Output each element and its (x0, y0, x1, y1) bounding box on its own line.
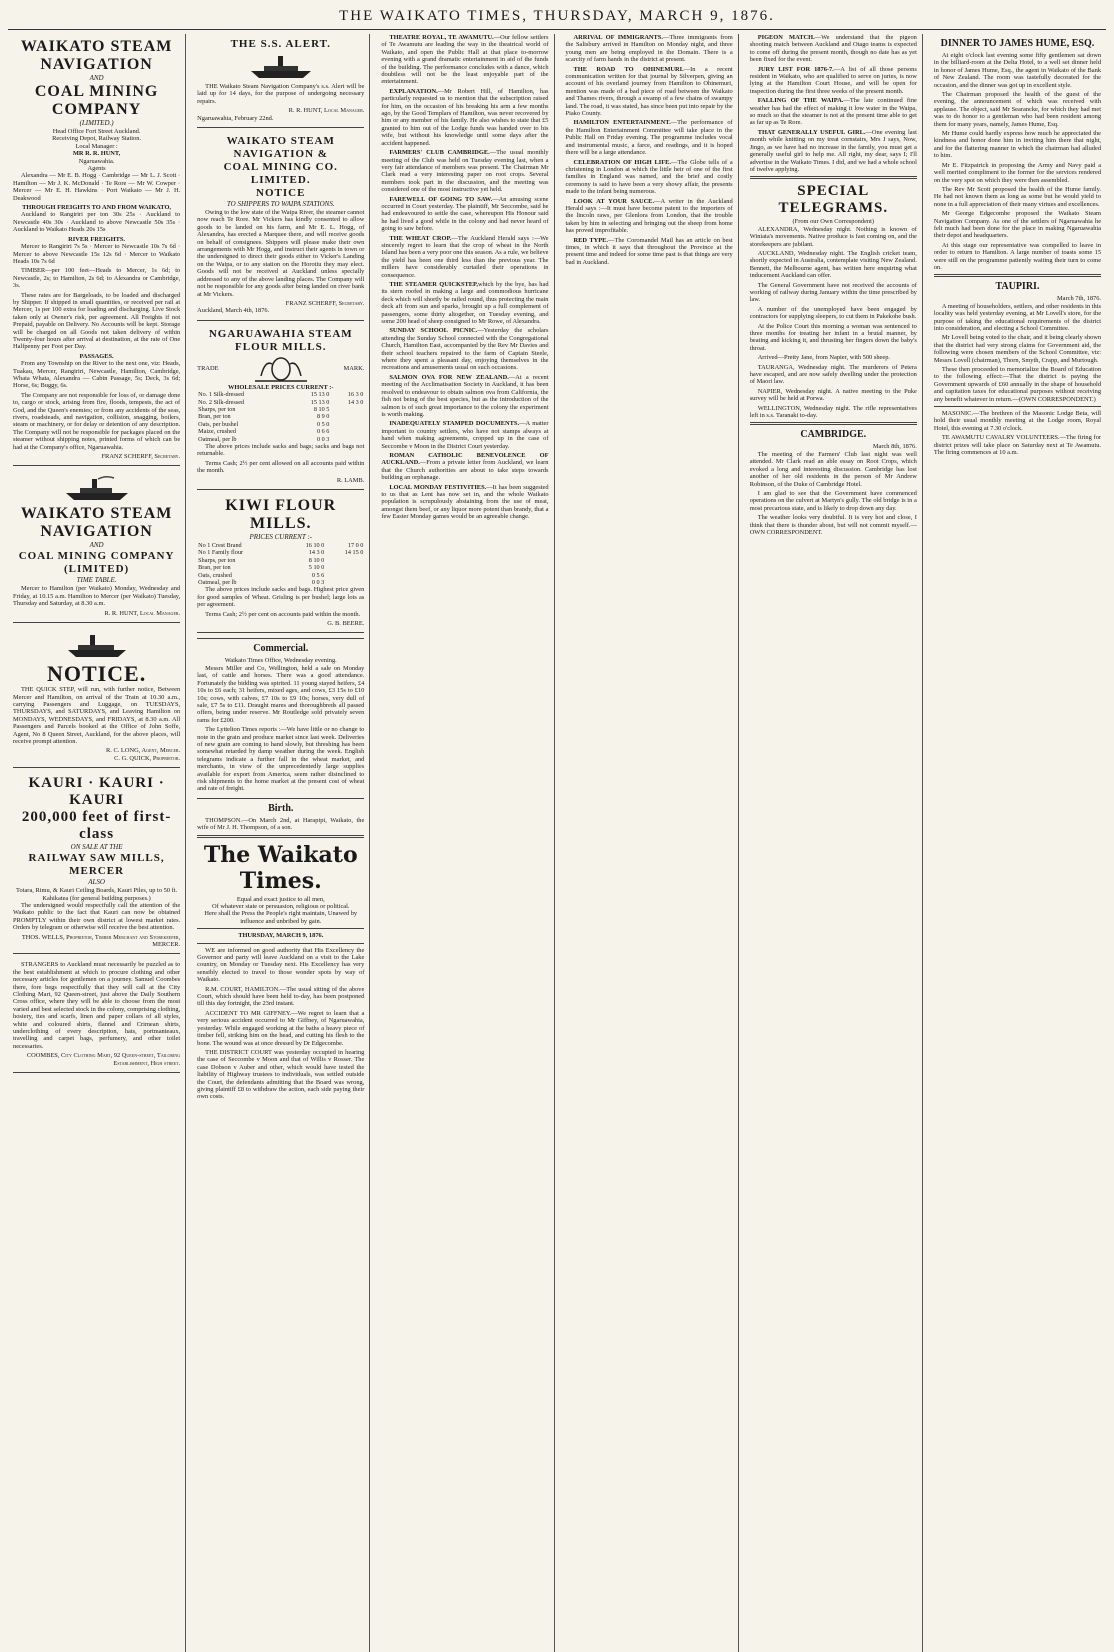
ad-title: NGARUAWAHIA STEAM FLOUR MILLS. (208, 327, 353, 353)
agents-list: Alexandra — Mr E. B. Hogg · Cambridge — Mr L. J. Scott · Hamilton — Mr J. K. McDonald · Te Rore — Mr W. Cowper · Mercer — Mr E. H. Hawkins · Port Waikato — Mr J. H. Deakwood (13, 172, 181, 202)
kauri-amount: 200,000 feet of first-class (21, 809, 172, 843)
paper-title: The Waikato Times. (203, 841, 358, 894)
news-item-lead: EXPLANATION. (389, 87, 438, 95)
river-freights-list: Mercer to Rangiriri 7s 5s · Mercer to Newcastle 10s 7s 6d · Mercer to above Newcastle 15s 12s 6d · Mercer to Waikato Heads 10s 7s 6d (13, 243, 181, 265)
column-3 (376, 34, 554, 1652)
kauri-body: The undersigned would respectfully call the attention of the Waikato public to the fact that Kauri can now be obtained PROMPTLY within their own district at lowest market rates. Orders by telegram or otherwise will receive the best attention. (13, 901, 181, 932)
report-paragraph: Mr Lovell being voted to the chair, and it being clearly shown that the district had very strong claims for Government aid, the following were chosen members of the School Committee, viz: Messrs Lovell (chairman), Thorn, Smyth, Crapp, and Murtough. (933, 334, 1102, 364)
report-paragraph: Mr George Edgecombe proposed the Waikato Steam Navigation Company. As one of the settlers of Ngaruawahia he felt much had been done for the place in making Ngaruawahia their depot and headquarters. (933, 210, 1102, 240)
price-item: Oats, crushed (198, 571, 232, 579)
price-row (197, 564, 364, 571)
ad-title: NOTICE. (46, 661, 147, 687)
news-item-lead: FARMERS' CLUB CAMBRIDGE. (389, 149, 490, 157)
price-row (197, 399, 364, 406)
price-item: No 1 Family flour (198, 549, 244, 557)
ad-coombes (13, 957, 180, 1073)
telegram-item: A number of the unemployed have been engaged by contractors for supplying sleepers, to cut them in Pakekohe bush. (749, 305, 917, 321)
coombes-body: STRANGERS to Auckland must necessarily be puzzled as to the best establishment at which to procure clothing and other necessary articles for gentlemen on a journey. Samuel Coombes there, fore begs respectfully that they will call at the City Clothing Mart, 92 Queen-street, just above the Daily Southern Cross office, where they will be able to choose from the most varied and best selected stock in the colony, comprising clothing, hosiery, ties and scarfs, linen and paper collars of all styles, white and coloured shirts, flannel and Crimean shirts, underclothing of every description, hats, portmanteaux, travelling and carpet bags, perfumery, and other toilet necessaries. (13, 961, 181, 1050)
news-item (566, 34, 733, 64)
river-freights-heading: RIVER FREIGHTS. (68, 235, 125, 243)
news-item-text: which by the bye, has had its stern roofed in making a large and commodious hurricane deck which will shortly be railed round, thus protecting the main deck aft from sun and sparks, brought up a full complement of passengers, some thirty altogether, on Tuesday evening, and some 200 head of sheep consigned to Mr Rowe, of Alexandra. (381, 281, 549, 326)
ad-flour-mills (197, 324, 364, 490)
price-row (197, 421, 364, 428)
birth-heading: Birth. (197, 798, 364, 815)
price-price-b: 16 3 0 (347, 391, 364, 399)
news-item-text: —Our fellow settlers of Te Awamutu are leading the way in the theatrical world of Waikato, and open the Public Hall at that place to-morrow evening with a grand dramatic entertainment in aid of the funds of the building. The performance concludes with a dance, which doubtless will not be the least enjoyable part of the entertainment. (381, 34, 549, 86)
manager-name: MR R. R. HUNT, (72, 150, 121, 158)
news-item (750, 129, 917, 173)
price-item: Oatmeal, per lb (198, 579, 237, 587)
passages-heading: PASSAGES. (79, 352, 114, 360)
price-price-b (325, 557, 364, 564)
commercial-body: Messrs Miller and Co, Wellington, held a sale on Monday last, of cattle and horses. There was a good attendance. Fortunately the bidding was spirited. 11 young stayed heifers, £4 10s to £6 each; 31 heifers, mixed ages, and cows, £3 15s to £10 10s; cows, with calves, £7 10s to £9 10s; horses, very dull of sale, £7 5s to £11. Draught mares and thoroughbreds all passed offers, being under reserve. Mr Routledge sold privately seven rams for £200. (197, 664, 365, 724)
ad-kauri (13, 771, 180, 954)
trade-mark-row (197, 354, 364, 384)
news-item-lead: RED TYPE. (573, 236, 609, 244)
news-item-text: —At a recent meeting of the Acclimatisation Society in Auckland, it has been resolved to endeavour to obtain salmon ova from California, the fish not being of the best species, but as the introduction of the salmon is of such great importance to the colony the experiment is worth making. (381, 373, 549, 418)
commercial-body-2: The Lyttelton Times reports :—We have little or no change to note in the grain and produce market since last week. Deliveries of new grain are coming to hand slowly, but threshing has been somewhat retarded by damp weather during the week. English telegrams indicate a further fall in the wheat market, and merchants, in view of the unprecedentedly large supplies available for export from America, seem rather disinclined to risk shipments to the home market at the present cost of wheat and rate of freight. (197, 726, 365, 793)
ad-title: THE S.S. ALERT. (230, 38, 331, 50)
news-item-text: —The Auckland Herald says :—We sincerely regret to learn that the crop of wheat in the North Island has been a very poor one this season. As a rule, we believe the yield has been one third less than the previous year. The millers have considerably curtailed their operations in consequence. (381, 234, 549, 279)
news-item-lead: CELEBRATION OF HIGH LIFE. (573, 158, 672, 166)
telegram-item: NAPIER, Wednesday night. A native meeting to the Puke survey will be held at Porwa. (749, 387, 917, 403)
motto-line-1: Equal and exact justice to all men, (236, 895, 325, 903)
cavalry-notice: TE AWAMUTU CAVALRY VOLUNTEERS.—The firing for district prizes will take place on Saturday next at Te Awamutu. The firing commences at 10 a.m. (933, 434, 1102, 457)
news-item-text: —The performance of the Hamilton Entertainment Committee will take place in the Public Hall on Friday evening. The programme includes vocal and instrumental music, a farce, and readings, and it is hoped there will be a large attendance. (565, 119, 733, 157)
telegram-item: Arrived—Pretty Jane, from Napier, with 500 sheep. (757, 354, 891, 362)
telegrams-subheading: (From our Own Correspondent) (792, 218, 874, 226)
news-item-lead: FAREWELL OF GOING TO SAW. (389, 195, 493, 203)
price-price-a: 8 10 0 (308, 556, 325, 564)
price-item: Sharps, per ton (198, 556, 236, 564)
news-item-lead: THE ROAD TO OHINEMURI. (573, 65, 684, 73)
rm-court: R.M. COURT, HAMILTON.—The usual sitting of the above Court, which should have been held to-day, has been postponed till this day fortnight, the 23rd instant. (197, 985, 365, 1008)
accident-report: ACCIDENT TO MR GIFFNEY.—We regret to learn that a very serious accident occurred to Mr Giffney, of Ngaruawahia, yesterday. While engaged working at the baths a heavy piece of timber fell, striking him on the head, and cutting his flesh to the bone. The wound was at once dressed by Dr Edgecombe. (197, 1009, 365, 1047)
masonic-notice: MASONIC.—The brethren of the Masonic Lodge Beta, will hold their usual monthly meeting at the Lodge room, Royal Hotel, this evening at 7.30 o'clock. (933, 410, 1102, 432)
news-item-lead: ROMAN CATHOLIC BENEVOLENCE OF AUCKLAND. (381, 451, 549, 467)
news-item-text: —An amusing scene occurred in Court yesterday. The plaintiff, Mr Seccombe, said he had endeavoured to settle the case, whereupon His Honour said he had lived a good while in the colony and had never heard of going to saw before. (381, 195, 549, 233)
coat-of-arms-icon (251, 354, 311, 384)
ad-alert (197, 34, 364, 128)
news-item (381, 484, 548, 521)
news-item-text: —It has been suggested to us that as Lent has now set in, and the whole Waikato population is scrupulously abstaining from the use of meat, amongst them beef, or any liquor more potent than brandy, that a few Easter Monday games would be an agreeable change. (381, 483, 549, 521)
price-price-b (330, 413, 364, 420)
news-item-text: —Yesterday the scholars attending the Sunday School connected with the Congregational Church, Hamilton East, accompanied by the Rev Mr Davies and their school teachers repaired to the farm of Captain Steele, where they spent a pleasant day, enjoying themselves in the recreations and amusements usual on such occasions. (381, 327, 549, 372)
news-item-lead: THE STEAMER QUICKSTEP, (389, 281, 478, 288)
signature-agent: R. C. LONG, Agent, Mercer. (106, 747, 181, 755)
steamer-icon (62, 632, 132, 660)
taupiri-report (934, 303, 1101, 403)
price-price-b (330, 436, 364, 443)
ad-title-2: COAL MINING COMPANY (LIMITED) (18, 550, 175, 576)
price-row (197, 428, 364, 435)
flour-price-table (197, 391, 364, 443)
price-price-b: 14 3 0 (347, 398, 364, 406)
report-paragraph: At this stage our representative was compelled to leave in order to return to Hamilton. A large number of toasts some 15 were still on the programme patiently waiting their turn to come on. (933, 241, 1102, 271)
timber-rates: TIMBER—per 100 feet—Heads to Mercer, 1s 6d; to Newcastle, 2s; to Hamilton, 2s 6d; to Alexandra or Cambridge, 3s. (13, 267, 181, 290)
ad-title-3: NOTICE (256, 187, 306, 200)
telegram-item: WELLINGTON, Wednesday night. The rifle representatives left in s.s. Taranaki to-day. (749, 404, 917, 420)
news-item (566, 119, 733, 156)
on-sale: ON SALE AT THE (70, 843, 123, 852)
alert-body: THE Waikato Steam Navigation Company's s.s. Alert will be laid up for 14 days, for the purpose of undergoing necessary repairs. (197, 83, 365, 105)
commercial-office: Waikato Times Office, Wednesday evening. (224, 657, 337, 665)
price-row (197, 579, 364, 586)
rate-notes: These rates are for Bargeloads, to be loaded and discharged by Shipper. If shipped in small quantities, or received per rail at Mercer, 1s per 100 extra for loading and discharging. Live Stock taken only at Owner's risk, per agreement. All Freights if not Prepaid, payable on Delivery. No Accounts will be kept. Storage will be charged on all Goods not taken delivery of within Twenty-four hours after arrival at destination, at the rate of One Halfpenny per Foot per Day. (13, 291, 181, 351)
news-item-text: —We understand that the pigeon shooting match between Auckland and Otago teams is expected to come off during the present month, though no date has as yet been fixed for the event. (749, 34, 917, 64)
ad-limited: (LIMITED.) (79, 119, 114, 127)
price-item: Bran, per ton (198, 413, 231, 421)
report-paragraph: The Rev Mr Scott proposed the health of the Hume family. He had not known them as long as some but he would yield to none in a full appreciation of their many virtues and excellences. (933, 185, 1102, 208)
ad-subtitle: PRICES CURRENT :- (249, 533, 312, 541)
price-price-a: 5 10 0 (308, 564, 325, 572)
report-paragraph: At eight o'clock last evening some fifty gentlemen sat down in the billiard-room at the Delta Hotel, to a well set dinner held in honor of James Hume, Esq., the agent in Waikato of the Bank of New Zealand. The room was tastefully decorated for the occasion, and the dinner was got up in excellent style. (933, 52, 1102, 89)
notice-date: Auckland, March 4th, 1876. (197, 307, 270, 315)
news-item-lead: JURY LIST FOR 1876-7. (757, 65, 834, 73)
price-price-a: 8 10 5 (313, 405, 330, 413)
schedule-text: Mercer to Hamilton (per Waikato) Monday, Wednesday and Friday, at 10.15 a.m. Hamilton to Mercer (per Waikato) Tuesday, Thursday and Saturday, at 8.30 a.m. (13, 585, 181, 608)
terms: Terms Cash; 2½ per cent allowed on all accounts paid within the month. (197, 459, 365, 475)
mark-label: MARK. (343, 365, 365, 373)
birth-notice: THOMPSON.—On March 2nd, at Harapipi, Waikato, the wife of Mr J. H. Thompson, of a son. (197, 816, 365, 832)
news-item-lead: PIGEON MATCH. (757, 34, 815, 41)
news-item (381, 149, 548, 193)
passages-text: From any Township on the River to the next one, viz: Heads, Tuakau, Mercer, Rangiriri, Newcastle, Hamilton, Cambridge, Whata Whata, Alexandra — Cabin Passage, 5s; Deck, 3s 6d; Horse, 6s; Buggy, 6s. (13, 360, 181, 390)
notice-body: Owing to the low state of the Waipa River, the steamer cannot now reach Te Rore. Mr Vickers has kindly consented to allow goods to be landed on his farm, and Mr E. L. Hogg, of Alexandra, has erected a Marquee there, and will receive goods on behalf of consignees. Shippers will please make their own arrangements with Mr Hogg, and instruct their agents in town or the undersigned to direct their goods either to Vicker's Landing on the Waipa, or to any station on the Horotiu they may elect. Goods will not be received at Auckland unless specially addressed to any of the above landing places. The Company will not be responsible for any goods after being landed on river bank at Mr Vickers. (197, 209, 365, 298)
news-item (381, 34, 548, 86)
news-item-text: —A list of all those persons resident in Waikato, who are qualified to serve on juries, is now lying at the Hamilton Court House, and will be open for inspection during the first three weeks of the present month. (749, 65, 917, 95)
news-item (381, 281, 548, 325)
issue-date: THURSDAY, MARCH 9, 1876. (238, 932, 324, 940)
signature: THOS. WELLS, Proprietor, Timber Merchant and Storekeeper, MERCER. (21, 933, 181, 948)
price-row (197, 557, 364, 564)
price-price-a: 16 10 0 (305, 542, 325, 549)
price-price-b (325, 572, 364, 579)
report-paragraph: These then proceeded to memorialize the Board of Education to the following effect:—That the district is paying the Government upwards of £60 annually in the shape of household and capitation taxes for educational purposes without receiving any benefit whatever in return.—(OWN CORRESPONDENT.) (933, 366, 1102, 403)
ad-title: WAIKATO STEAM NAVIGATION (20, 505, 173, 541)
price-price-b (330, 406, 364, 413)
price-price-a: 14 3 0 (308, 549, 325, 557)
news-item-lead: SUNDAY SCHOOL PICNIC. (389, 327, 478, 335)
ad-title: WAIKATO STEAM NAVIGATION (20, 38, 173, 73)
motto-line-3: Here shall the Press the People's right maintain, Unawed by influence and unbribed by gain. (204, 910, 358, 925)
news-item-lead: HAMILTON ENTERTAINMENT. (573, 119, 671, 127)
column-5 (745, 34, 923, 1652)
commercial-heading: Commercial. (197, 638, 364, 655)
telegram-item: ALEXANDRA, Wednesday night. Nothing is known of Winiata's movements. Native produce is fast coming on, and the storekeepers are jubilant. (749, 225, 917, 248)
ad-subtitle: TO SHIPPERS TO WAIPA STATIONS. (226, 200, 335, 209)
divider (934, 274, 1101, 277)
signature-proprietor: C. G. QUICK, Proprietor. (114, 754, 181, 762)
news-item-lead: LOCAL MONDAY FESTIVITIES. (389, 483, 487, 491)
price-price-a: 0 0 3 (311, 579, 325, 587)
price-item: No. 1 Silk-dressed (198, 391, 245, 399)
price-price-b: 14 15 0 (344, 549, 364, 557)
news-items (750, 34, 917, 173)
cambridge-date: March 8th, 1876. (872, 443, 917, 451)
signature: FRANZ SCHERFF, Secretary. (285, 299, 365, 307)
divider (750, 176, 917, 179)
receiving-depot: Receiving Depot, Railway Station. (52, 135, 142, 143)
terms: Terms Cash; 2½ per cent on accounts paid within the month. (205, 610, 361, 618)
signature: COOMBES, City Clothing Mart, 92 Queen-street, Tailoring Establishment, High street. (26, 1052, 181, 1067)
news-item-lead: THEATRE ROYAL, TE AWAMUTU. (389, 34, 494, 41)
news-item-lead: ARRIVAL OF IMMIGRANTS. (573, 34, 663, 41)
head-office: Head Office Fort Street Auckland. (52, 128, 141, 135)
kiwi-price-table (197, 542, 364, 586)
dinner-report (934, 52, 1101, 271)
signature: FRANZ SCHERFF, Secretary. (101, 453, 181, 461)
divider (934, 406, 1101, 407)
news-item-text: —The Coromandel Mail has an article on best times, in which it says that throughout the Province at the present time and indeed for some time past is that things are very bad in Auckland. (565, 236, 733, 266)
cambridge-heading: CAMBRIDGE. (800, 429, 867, 441)
manager-town: Ngaruawahia. (78, 157, 115, 165)
telegram-item: At the Police Court this morning a woman was sentenced to three months for treating her infant in a brutal manner, by beating and kicking it, and thrusting her fingers down the baby's throat. (749, 322, 917, 352)
report-paragraph: I am glad to see that the Government have commenced operations on the culvert at Martyn's gully. The old bridge is in a most precarious state, and is likely to drop down any day. (749, 489, 917, 512)
agents-label: Agents (87, 165, 106, 173)
news-items (566, 34, 733, 266)
news-item-text: —One evening last month while knitting on my treat cornstairs, Mrs J says, Now, Jingo, as we have had no increase in the family, you must get a generally useful girl to help me. All right, my dear, says I; I'll advertise in the Waikato Times. I did, and we had a whole school of twelve applying. (749, 128, 917, 173)
news-item-text: —The usual monthly meeting of the Club was held on Tuesday evening last, when a very fair attendance of members was present. The Chairman Mr Clark read a very interesting paper on root crops. Several members took part in the discussion, and the meeting was considered one of the most instructive yet held. (381, 149, 549, 194)
news-item-lead: THAT GENERALLY USEFUL GIRL. (757, 128, 866, 136)
news-item-text: —The late continued fine weather has had the effect of making it low water in the Waipa, so much so that the steamer is not at the present time able to get as far up as Te Rore. (749, 97, 917, 127)
ad-waipa-notice (197, 131, 364, 321)
motto-line-2: Of whatever state or persuasion, religious or political. (211, 903, 350, 910)
steamer-icon (246, 53, 316, 81)
price-row (197, 413, 364, 420)
timber-types: Totara, Rimu, & Kauri Ceiling Boards, Kauri Piles, up to 50 ft. Kahikatea (for general building purposes.) (16, 887, 178, 902)
news-item (750, 97, 917, 127)
alert-date: Ngaruawahia, February 22nd. (197, 114, 274, 122)
news-item-lead: THE WHEAT CROP. (389, 234, 452, 242)
divider (197, 928, 364, 929)
news-item (750, 34, 917, 64)
telegram-item: AUCKLAND, Wednesday night. The English cricket team, shortly expected in Australia, contemplate visiting New Zealand. Bennett, the Melbourne agent, has written here enquiring what inducement Auckland can offer. (749, 249, 917, 280)
news-item (381, 420, 548, 450)
ad-quick-step (13, 626, 180, 768)
report-paragraph: The weather looks very doubtful. It is very hot and close, I think that there is thunder about, but will not commit myself.—OWN CORRESPONDENT. (749, 514, 917, 536)
report-paragraph: Mr Hume could hardly express how much he appreciated the kindness and honor done him in inviting him there that night, and for the flattering manner in which the chairman had alluded to him. (933, 130, 1102, 160)
price-price-a: 15 13 0 (310, 391, 330, 399)
price-item: Oatmeal, per lb (198, 435, 237, 443)
ad-and: AND (89, 74, 104, 82)
price-row (197, 406, 364, 413)
news-item-text: —A writer in the Auckland Herald says :—It must have become patent to the importers of the lincoln raws, per Glenlora from London, that the trouble taken by him in selecting and bringing out the sheep from home has proved improfitable. (565, 197, 733, 235)
price-row (197, 542, 364, 549)
news-item (381, 452, 548, 482)
news-item (566, 198, 733, 235)
telegrams-heading: SPECIAL TELEGRAMS. (778, 183, 889, 217)
telegram-item: TAURANGA, Wednesday night. The murderers of Petera have escaped, and are now safely dwelling under the protection of Maori law. (749, 363, 917, 386)
price-item: No. 2 Silk-dressed (198, 398, 245, 406)
news-item (566, 159, 733, 196)
price-price-b (325, 564, 364, 571)
price-item: Oats, per bushel (198, 420, 239, 428)
telegram-item: The General Government have not received the accounts of working of railway during January within the time prescribed by law. (749, 281, 917, 304)
price-item: Bran, per ton (198, 564, 231, 572)
column-2 (192, 34, 370, 1652)
ad-timetable (13, 469, 180, 623)
news-item-lead: INADEQUATELY STAMPED DOCUMENTS. (389, 420, 520, 428)
news-item-lead: SALMON OVA FOR NEW ZEALAND. (389, 373, 509, 381)
signature: R. LAMB. (336, 476, 365, 484)
columns (8, 34, 1106, 1652)
news-item-text: —Three immigrants from the Salisbury arrived in Hamilton on Monday night, and three young men are being employed in the Domain. There is a scarcity of farm hands in the district at present. (565, 34, 733, 64)
disclaimer-text: The Company are not responsible for loss of, or damage done to, cargo or stock, arising from fire, floods, tempests, the act of God, and the Queen's enemies; or from any accidents of the seas, rivers, roadsteads, and navigation, collision, snagging, boilers, steam or machinery, or for delay or detention of any description. The Company will not be responsible for packages placed on the steamer without shipping notes, printed forms of which can be had at the Company's office, Ngaruawahia. (13, 391, 181, 451)
ad-steam-navigation (13, 34, 180, 466)
column-6 (929, 34, 1106, 1652)
price-price-a: 15 13 0 (310, 398, 330, 406)
news-item-text: —A matter important to country settlers, who have not stamps always at hand when making agreements, cropped up in the case of Seccombe v Moon in the District Court yesterday. (381, 420, 549, 450)
ad-title: KAURI · KAURI · KAURI (28, 775, 165, 809)
report-paragraph: Mr E. Fitzpatrick in proposing the Army and Navy paid a well merited compliment to the former for the services rendered on the very spot on which they were then assembled. (933, 161, 1102, 184)
price-item: Sharps, per ton (198, 405, 236, 413)
divider (750, 422, 917, 425)
prices-heading: WHOLESALE PRICES CURRENT :- (227, 383, 334, 391)
news-item (381, 374, 548, 418)
manager-label: Local Manager : (75, 142, 118, 150)
report-paragraph: The Chairman proposed the health of the guest of the evening, the announcement of which was received with applause. The object, said Mr Searancke, for which they had met was to do honor to a gentleman who had been resident among them for many years, namely, James Hume, Esq. (933, 91, 1102, 128)
news-item-lead: LOOK AT YOUR SAUCE. (573, 197, 655, 205)
news-item (381, 196, 548, 233)
divider (197, 835, 364, 838)
telegram-list (750, 226, 917, 420)
news-item-lead: FALLING OF THE WAIPA. (757, 97, 844, 105)
news-item (381, 88, 548, 147)
price-price-b: 17 0 0 (347, 542, 364, 549)
editorial-lead: WE are informed on good authority that His Excellency the Governor and party will leave Auckland on a visit to the Lake country, on Monday or Tuesday next. His Excellency has very sensibly elected to travel to those wonder spots by way of Waikato. (197, 946, 365, 984)
price-row (197, 391, 364, 398)
column-4 (561, 34, 739, 1652)
news-item (381, 327, 548, 371)
trade-label: TRADE (197, 365, 219, 373)
price-row (197, 436, 364, 443)
news-item-text: —From a private letter from Auckland, we learn that the Church authorities are about to take steps towards building an orphanage. (381, 459, 549, 482)
freights-list: Auckland to Rangiriri per ton 30s 25s · Auckland to Newcastle 40s 30s · Auckland to above Newcastle 50s 35s · Auckland to Waikato Heads 20s 15s (13, 211, 181, 234)
notice-body: THE QUICK STEP, will run, with further notice, Between Mercer and Hamilton, on arrival of the Train at 10.30 a.m., carrying Passengers and Luggage, on TUESDAYS, THURSDAYS, and SATURDAYS, and Leaving Hamilton on MONDAYS, WEDNESDAYS, and FRIDAYS, at 8.30 a.m. All Passengers and Parcels booked at the Office of John Soffe, Agent, No 8 Queen Street, Auckland, for the above places, will receive prompt attention. (13, 686, 181, 745)
report-paragraph: A meeting of householders, settlers, and other residents in this locality was held yesterday evening, at Mr Lovell's store, for the purpose of taking the educational requirements of the district into consideration, and electing a School Committee. (933, 302, 1102, 332)
news-item (750, 66, 917, 96)
masthead: THE WAIKATO TIMES, THURSDAY, MARCH 9, 1876. (8, 6, 1106, 30)
ad-title-2: COAL MINING CO. LIMITED. (223, 161, 338, 187)
price-note: The above prices include sacks and bags; sacks and bags not returnable. (197, 442, 365, 458)
steamer-icon (62, 475, 132, 503)
ad-title-2: COAL MINING COMPANY (34, 83, 159, 118)
price-item: No 1 Crest Brand (198, 542, 242, 549)
taupiri-heading: TAUPIRI. (995, 281, 1040, 293)
news-item (381, 235, 548, 279)
signature: R. R. HUNT, Local Manager. (104, 609, 181, 617)
signature: R. R. HUNT, Local Manager. (288, 107, 365, 115)
price-price-a: 0 5 6 (311, 571, 325, 579)
news-items (381, 34, 548, 521)
divider (197, 943, 364, 944)
news-item (566, 237, 733, 267)
also: ALSO (88, 878, 105, 887)
price-price-b (330, 428, 364, 435)
column-1 (8, 34, 186, 1652)
price-price-b (325, 579, 364, 586)
mills-name: RAILWAY SAW MILLS, MERCER (28, 852, 165, 878)
dinner-heading: DINNER TO JAMES HUME, ESQ. (940, 38, 1095, 49)
price-row (197, 549, 364, 556)
price-item: Maize, crushed (198, 428, 236, 436)
news-item-text: —In a recent communication written for that journal by Silverpen, giving an account of his overland journey from Hamilton to Ohinemuri, mention was made of a bad piece of road between the Waikato and Thames rivers, through a swamp of a few chains of swampy land. The road, it was stated, has since been put into repair by the Piako County. (565, 65, 733, 118)
news-item-text: —Mr Robert Hill, of Hamilton, has particularly requested us to mention that the subscription raised for him, on the occasion of his breaking his arm a few months ago, by the Good Templars of Hamilton, was never recovered by him or any member of his family. He also wishes to state that £5 granted to him out of the Lodge funds was handed over to his wife, but without his knowledge until some days after the accident happened. (381, 87, 549, 147)
report-paragraph: The meeting of the Farmers' Club last night was well attended. Mr Clark read an able essay on Root Crops, which evoked a long and interesting discussion. Cambridge has lost another of her old residents in the person of Mr Andrew Robinson, of the Duke of Cambridge Hotel. (749, 450, 917, 488)
cambridge-report (750, 451, 917, 536)
freights-heading: THROUGH FREIGHTS TO AND FROM WAIKATO, (22, 204, 172, 212)
timetable-heading: TIME TABLE. (76, 576, 117, 585)
taupiri-date: March 7th, 1876. (1057, 295, 1102, 303)
price-price-a: 0 6 6 (316, 428, 330, 436)
price-price-b (330, 421, 364, 428)
ad-title: WAIKATO STEAM NAVIGATION & (226, 135, 335, 161)
district-court: THE DISTRICT COURT was yesterday occupied in hearing the case of Seccombe v Moon and that of Willis v Rosser. The case Dobson v Auber and other, which would have tested the liability of Highway trustees to individuals, was settled outside the Court, the defendants admitting that the Board was wrong, giving plaintiff £8 to withdraw the action, each side paying their own costs. (197, 1048, 365, 1101)
price-row (197, 572, 364, 579)
price-price-a: 0 0 3 (316, 435, 330, 443)
price-price-a: 8 9 0 (316, 413, 330, 421)
ad-title: KIWI FLOUR MILLS. (225, 497, 337, 532)
price-note: The above prices include sacks and bags. Highest price given for good samples of Wheat. Grisling is per bushel; large lots as per agreement. (197, 586, 365, 609)
ad-kiwi-mills (197, 493, 364, 633)
signature: G. B. BEERE. (327, 620, 365, 628)
ad-and: AND (89, 541, 104, 550)
price-price-a: 0 5 0 (316, 420, 330, 428)
news-item-text: —The Globe tells of a christening in London at which the little heir of one of the first families in England was named, and the brief and costly ceremony is said to have been a very showy affair, the presents made to the infant being numerous. (565, 158, 733, 196)
news-item (566, 66, 733, 118)
